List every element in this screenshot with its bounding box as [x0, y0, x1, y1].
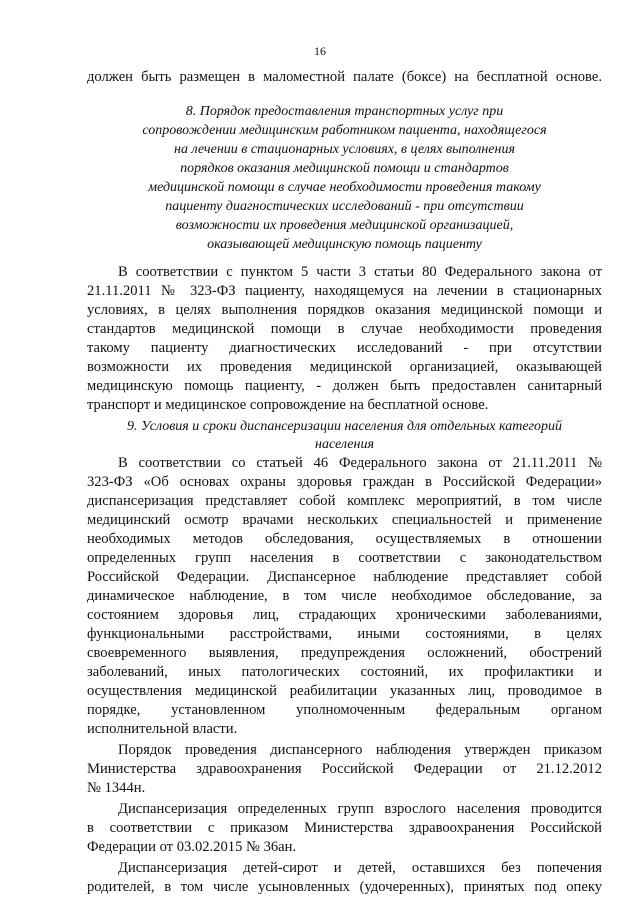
section9-p1-line: динамическое наблюдение, в том числе необходимое обследование, за [87, 588, 602, 604]
section9-p3-line: в соответствии с приказом Министерства здравоохранения Российской [87, 820, 602, 836]
section9-p1-line: заболеваний, иных патологических состояний, их профилактики и [87, 664, 602, 680]
section9-p1-line: необходимых методов обследования, осуществляемых в отношении [87, 531, 602, 547]
section9-p1-line: исполнительной власти. [87, 721, 238, 737]
section9-p1-line: Российской Федерации. Диспансерное наблюдение представляет собой [87, 569, 602, 585]
section8-heading-line: оказывающей медицинскую помощь пациенту [207, 237, 482, 252]
section9-p1-line: своевременного выявления, предупреждения осложнений, обострений [87, 645, 602, 661]
section9-p4-line: родителей, в том числе усыновленных (удочеренных), принятых под опеку [87, 879, 602, 895]
section9-p1-line: порядке, установленном уполномоченным федеральным органом [87, 702, 602, 718]
page-number: 16 [314, 44, 326, 58]
section9-p2-line: Министерства здравоохранения Российской Федерации от 21.12.2012 [87, 761, 602, 777]
section8-body-line: медицинскую помощь пациенту, - должен быть предоставлен санитарный [87, 378, 602, 394]
section9-p1-line: медицинский осмотр врачами нескольких специальностей и применение [87, 512, 602, 528]
section9-p1-line: функциональными расстройствами, иными состояниями, в целях [87, 626, 602, 642]
section9-p3-line: Диспансеризация определенных групп взрослого населения проводится [118, 801, 602, 817]
section9-heading-line: населения [315, 437, 374, 452]
section8-heading-line: возможности их проведения медицинской организацией, [175, 218, 514, 233]
section9-p4-line: Диспансеризация детей-сирот и детей, оставшихся без попечения [118, 860, 602, 876]
section9-p3-line: Федерации от 03.02.2015 № 36ан. [87, 839, 297, 855]
section8-body-line: возможности их проведения медицинской организацией, оказывающей [87, 359, 602, 375]
section9-p2-line: № 1344н. [87, 780, 146, 796]
section8-heading-line: медицинской помощи в случае необходимости проведения такому [148, 180, 541, 195]
section8-heading-line: пациенту диагностических исследований - при отсутствии [165, 199, 524, 214]
section9-p1-line: осуществления медицинской реабилитации указанных лиц, проводимое в [87, 683, 602, 699]
section9-p1-line: определенных групп населения в соответствии с законодательством [87, 550, 602, 566]
section8-body-line: 21.11.2011 № 323-ФЗ пациенту, находящемуся на лечении в стационарных [87, 283, 602, 299]
section9-p1-line: диспансеризация представляет собой комплекс мероприятий, в том числе [87, 493, 602, 509]
lead-line: должен быть размещен в маломестной палате (боксе) на бесплатной основе. [87, 69, 602, 85]
section8-heading-line: на лечении в стационарных условиях, в целях выполнения [174, 142, 515, 157]
section8-heading-line: сопровождении медицинским работником пациента, находящегося [142, 123, 547, 138]
section9-p1-line: В соответствии со статьей 46 Федерального закона от 21.11.2011 № [118, 455, 602, 471]
section8-body-line: транспорт и медицинское сопровождение на бесплатной основе. [87, 397, 489, 413]
section8-body-line: условиях, в целях выполнения порядков оказания медицинской помощи и [87, 302, 602, 318]
section8-body-line: В соответствии с пунктом 5 части 3 статьи 80 Федерального закона от [118, 264, 602, 280]
section8-heading-line: 8. Порядок предоставления транспортных услуг при [185, 104, 504, 119]
section8-heading-line: порядков оказания медицинской помощи и стандартов [180, 161, 509, 176]
section8-body-line: такому пациенту диагностических исследований - при отсутствии [87, 340, 602, 356]
section9-heading-line: 9. Условия и сроки диспансеризации населения для отдельных категорий [126, 419, 563, 434]
section9-p1-line: состоянием здоровья лиц, страдающих хроническими заболеваниями, [87, 607, 602, 623]
section8-body-line: стандартов медицинской помощи в случае необходимости проведения [87, 321, 602, 337]
section9-p1-line: 323-ФЗ «Об основах охраны здоровья граждан в Российской Федерации» [87, 474, 602, 490]
section9-p2-line: Порядок проведения диспансерного наблюдения утвержден приказом [118, 742, 602, 758]
